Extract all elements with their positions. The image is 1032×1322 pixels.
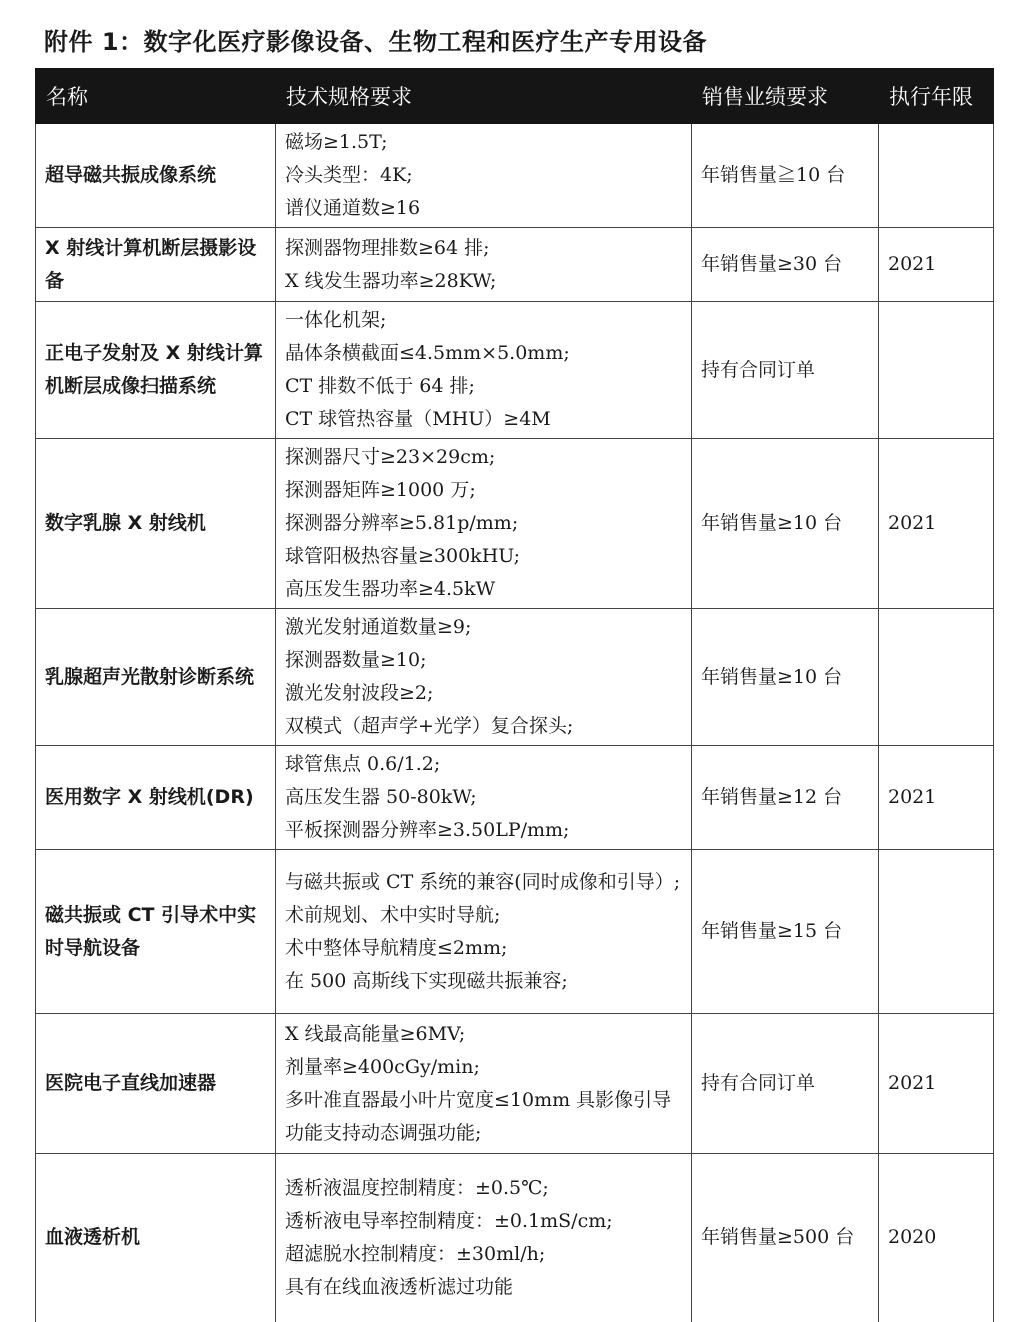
spec-cell — [276, 439, 692, 609]
spec-line: CT 排数不低于 64 排; — [285, 375, 475, 397]
header-name: 名称 — [36, 69, 276, 124]
spec-line: 高压发生器功率≥4.5kW — [285, 578, 496, 600]
spec-line: 多叶准直器最小叶片宽度≤10mm 具影像引导功能支持动态调强功能; — [285, 1088, 672, 1144]
execution-year: 2021 — [879, 1014, 994, 1154]
spec-line: 一体化机架; — [285, 309, 387, 331]
spec-line: 探测器物理排数≥64 排; — [285, 236, 490, 259]
sales-requirement: 年销售量≥15 台 — [692, 850, 879, 1014]
spec-line: 晶体条横截面≤4.5mm×5.0mm; — [285, 342, 570, 364]
sales-requirement: 年销售量≥10 台 — [692, 609, 879, 746]
spec-line: 透析液电导率控制精度：±0.1mS/cm; — [285, 1209, 613, 1232]
spec-cell — [276, 302, 692, 439]
spec-cell — [276, 1014, 692, 1154]
table-row — [36, 609, 994, 746]
spec-cell — [276, 609, 692, 746]
execution-year — [879, 609, 994, 746]
table-row — [36, 228, 994, 302]
table-row — [36, 439, 994, 609]
equipment-name: X 射线计算机断层摄影设备 — [36, 228, 276, 302]
spec-line: CT 球管热容量（MHU）≥4M — [285, 408, 551, 430]
table-header-row — [36, 69, 994, 124]
spec-line: X 线发生器功率≥28KW; — [285, 269, 497, 292]
sales-requirement: 年销售量≧10 台 — [692, 124, 879, 228]
spec-line: 超滤脱水控制精度：±30ml/h; — [285, 1242, 546, 1265]
spec-line: 透析液温度控制精度：±0.5℃; — [285, 1176, 549, 1199]
spec-line: 冷头类型：4K; — [285, 164, 413, 186]
spec-line: 探测器矩阵≥1000 万; — [285, 479, 476, 501]
spec-line: 与磁共振或 CT 系统的兼容(同时成像和引导）; — [285, 870, 681, 893]
spec-line: 谱仪通道数≥16 — [285, 197, 421, 219]
spec-line: 探测器数量≥10; — [285, 649, 427, 671]
spec-line: X 线最高能量≥6MV; — [285, 1022, 466, 1045]
spec-line: 剂量率≥400cGy/min; — [285, 1055, 480, 1078]
equipment-name: 正电子发射及 X 射线计算机断层成像扫描系统 — [36, 302, 276, 439]
spec-cell — [276, 124, 692, 228]
spec-line: 磁场≥1.5T; — [285, 131, 388, 153]
equipment-name: 医用数字 X 射线机(DR) — [36, 746, 276, 850]
equipment-name: 血液透析机 — [36, 1154, 276, 1322]
table-row — [36, 124, 994, 228]
spec-line: 在 500 高斯线下实现磁共振兼容; — [285, 969, 568, 992]
equipment-table — [35, 68, 994, 1322]
spec-line: 探测器分辨率≥5.81p/mm; — [285, 512, 519, 534]
equipment-name: 乳腺超声光散射诊断系统 — [36, 609, 276, 746]
spec-line: 双模式（超声学+光学）复合探头; — [285, 715, 574, 737]
equipment-name: 医院电子直线加速器 — [36, 1014, 276, 1154]
spec-line: 探测器尺寸≥23×29cm; — [285, 446, 496, 468]
sales-requirement: 年销售量≥500 台 — [692, 1154, 879, 1322]
spec-line: 平板探测器分辨率≥3.50LP/mm; — [285, 819, 570, 841]
spec-cell — [276, 850, 692, 1014]
sales-requirement: 年销售量≥12 台 — [692, 746, 879, 850]
spec-line: 术中整体导航精度≤2mm; — [285, 936, 508, 959]
header-sales: 销售业绩要求 — [692, 69, 879, 124]
spec-line: 高压发生器 50-80kW; — [285, 786, 477, 808]
header-year: 执行年限 — [879, 69, 994, 124]
table-row — [36, 1014, 994, 1154]
sales-requirement: 年销售量≥30 台 — [692, 228, 879, 302]
spec-line: 激光发射波段≥2; — [285, 682, 434, 704]
spec-cell — [276, 746, 692, 850]
execution-year — [879, 124, 994, 228]
spec-cell — [276, 1154, 692, 1322]
equipment-name: 超导磁共振成像系统 — [36, 124, 276, 228]
spec-line: 激光发射通道数量≥9; — [285, 616, 472, 638]
spec-line: 球管焦点 0.6/1.2; — [285, 753, 441, 775]
execution-year: 2020 — [879, 1154, 994, 1322]
spec-line: 球管阳极热容量≥300kHU; — [285, 545, 521, 567]
spec-line: 具有在线血液透析滤过功能 — [285, 1275, 514, 1298]
equipment-name: 磁共振或 CT 引导术中实时导航设备 — [36, 850, 276, 1014]
table-row — [36, 850, 994, 1014]
spec-line: 术前规划、术中实时导航; — [285, 903, 501, 926]
table-row — [36, 746, 994, 850]
execution-year — [879, 850, 994, 1014]
sales-requirement: 年销售量≥10 台 — [692, 439, 879, 609]
execution-year — [879, 302, 994, 439]
execution-year: 2021 — [879, 746, 994, 850]
page-title: 附件 1：数字化医疗影像设备、生物工程和医疗生产专用设备 — [44, 28, 708, 56]
sales-requirement: 持有合同订单 — [692, 302, 879, 439]
table-row — [36, 1154, 994, 1322]
sales-requirement: 持有合同订单 — [692, 1014, 879, 1154]
spec-cell — [276, 228, 692, 302]
equipment-name: 数字乳腺 X 射线机 — [36, 439, 276, 609]
execution-year: 2021 — [879, 228, 994, 302]
execution-year: 2021 — [879, 439, 994, 609]
table-row — [36, 302, 994, 439]
header-specs: 技术规格要求 — [276, 69, 692, 124]
